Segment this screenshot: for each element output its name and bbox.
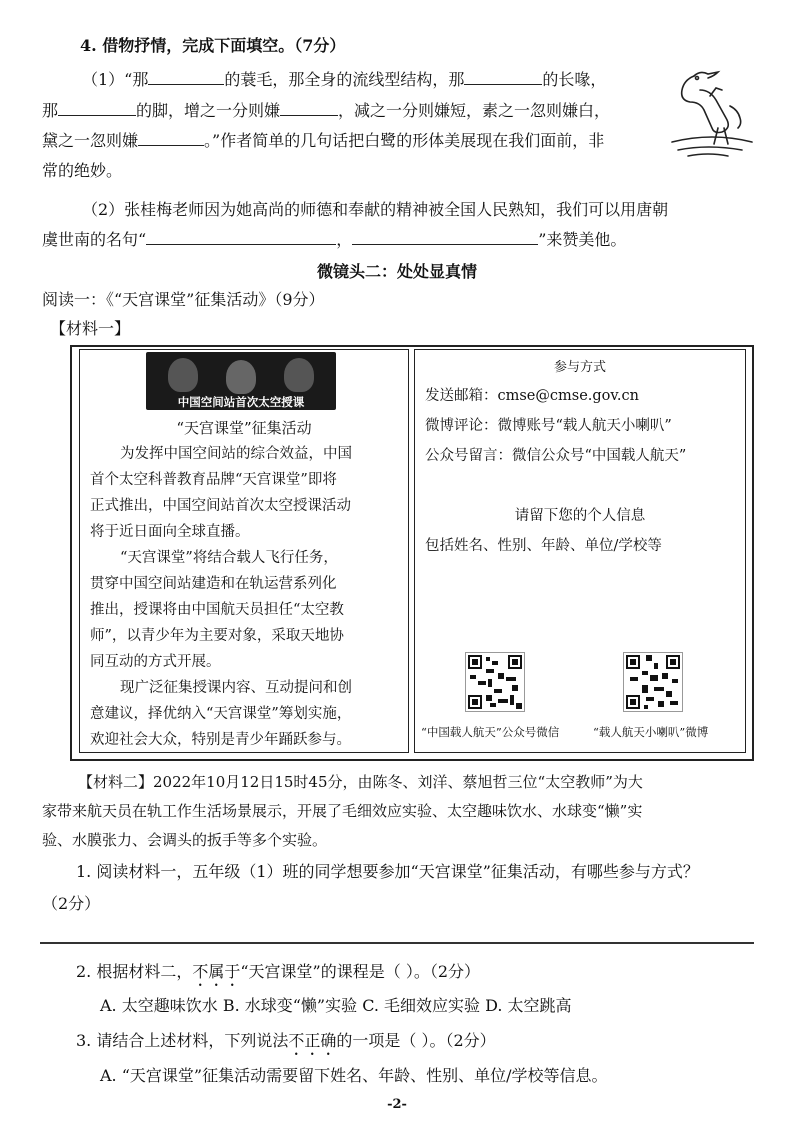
text: 的一项是（ ）。（2分） bbox=[336, 1031, 496, 1050]
q4-heading: 4. 借物抒情，完成下面填空。（7分） bbox=[80, 36, 346, 55]
banner-caption: 中国空间站首次太空授课 bbox=[177, 395, 305, 409]
blank-2[interactable] bbox=[464, 68, 542, 85]
q3-question bbox=[76, 1029, 496, 1059]
blank-6[interactable] bbox=[146, 228, 336, 245]
left-box-line: 同互动的方式开展。 bbox=[90, 654, 221, 670]
info-detail: 包括姓名、性别、年龄、单位/学校等 bbox=[425, 538, 662, 554]
text: 的蓑毛，那全身的流线型结构，那 bbox=[224, 70, 465, 89]
q4-p1-line4: 常的绝妙。 bbox=[42, 161, 123, 180]
left-box-line: 贯穿中国空间站建造和在轨运营系列化 bbox=[90, 576, 337, 592]
q4-p1-line3 bbox=[42, 129, 604, 153]
text: 的长喙， bbox=[542, 70, 607, 89]
left-box-title: “天宫课堂”征集活动 bbox=[176, 419, 312, 437]
banner-image bbox=[146, 352, 336, 410]
q1-line1: 1. 阅读材料一，五年级（1）班的同学想要参加“天宫课堂”征集活动，有哪些参与方式？ bbox=[76, 862, 699, 881]
right-box-title: 参与方式 bbox=[553, 360, 606, 375]
text: 的脚，增之一分则嫌 bbox=[136, 101, 281, 120]
text: 黛之一忽则嫌 bbox=[42, 131, 139, 150]
left-box-line: 首个太空科普教育品牌“天宫课堂”即将 bbox=[90, 472, 337, 488]
astronaut-face bbox=[226, 360, 256, 394]
qr1-caption: “中国载人航天”公众号微信 bbox=[421, 725, 560, 739]
wechat-line: 公众号留言：微信公众号“中国载人航天” bbox=[425, 448, 687, 464]
text: （1）“那 bbox=[82, 70, 149, 89]
material2-line3: 验、水膜张力、会调头的扳手等多个实验。 bbox=[42, 831, 328, 849]
blank-3[interactable] bbox=[58, 99, 136, 116]
q2-options[interactable]: A. 太空趣味饮水 B. 水球变“懒”实验 C. 毛细效应实验 D. 太空跳高 bbox=[100, 996, 572, 1015]
text: 虞世南的名句“ bbox=[42, 230, 147, 249]
text: 3. 请结合上述材料，下列说法 bbox=[76, 1031, 289, 1050]
left-box-line: 推出，授课将由中国航天员担任“太空教 bbox=[90, 602, 344, 618]
blank-4[interactable] bbox=[280, 99, 338, 116]
info-title: 请留下您的个人信息 bbox=[514, 508, 646, 524]
left-box-line: 意建议，择优纳入“天宫课堂”筹划实施， bbox=[90, 706, 352, 722]
material2-line2: 家带来航天员在轨工作生活场景展示，开展了毛细效应实验、太空趣味饮水、水球变“懒”实 bbox=[42, 802, 643, 820]
text: 那 bbox=[42, 101, 59, 120]
left-box-line: 现广泛征集授课内容、互动提问和创 bbox=[120, 680, 352, 696]
qr-code-wechat[interactable] bbox=[465, 652, 525, 712]
blank-1[interactable] bbox=[148, 68, 224, 85]
left-box-line: 将于近日面向全球直播。 bbox=[90, 524, 250, 540]
answer-line[interactable] bbox=[40, 942, 754, 944]
text: ，减之一分则嫌短，素之一忽则嫌白， bbox=[338, 101, 611, 120]
reading-title: 阅读一：《“天宫课堂”征集活动》（9分） bbox=[42, 290, 325, 309]
emphasis-text: 不属于 bbox=[192, 962, 241, 981]
q1-line2: （2分） bbox=[42, 894, 101, 913]
text: “天宫课堂”的课程是（ ）。（2分） bbox=[240, 962, 481, 981]
q4-p2-line2 bbox=[42, 228, 626, 252]
material1-label: 【材料一】 bbox=[50, 319, 131, 338]
egret-illustration bbox=[664, 66, 754, 158]
q4-p2-line1: （2）张桂梅老师因为她高尚的师德和奉献的精神被全国人民熟知，我们可以用唐朝 bbox=[82, 200, 669, 219]
astronaut-face bbox=[168, 358, 198, 392]
left-box-line: 欢迎社会大众，特别是青少年踊跃参与。 bbox=[90, 732, 351, 748]
left-box-line: 为发挥中国空间站的综合效益，中国 bbox=[120, 446, 352, 462]
emphasis-text: 不正确 bbox=[288, 1031, 337, 1050]
page-number: -2- bbox=[387, 1097, 407, 1112]
q4-p1-line1 bbox=[82, 68, 606, 92]
text: ， bbox=[336, 230, 353, 249]
left-box-line: 师”，以青少年为主要对象，采取天地协 bbox=[90, 628, 344, 644]
q3-option-a[interactable]: A. “天宫课堂”征集活动需要留下姓名、年龄、性别、单位/学校等信息。 bbox=[100, 1066, 608, 1085]
blank-5[interactable] bbox=[138, 129, 204, 146]
material1-right-box bbox=[414, 349, 746, 753]
material2-line1: 【材料二】2022年10月12日15时45分，由陈冬、刘洋、蔡旭哲三位“太空教师”为大 bbox=[78, 773, 643, 791]
section-title: 微镜头二：处处显真情 bbox=[316, 262, 477, 281]
text: 2. 根据材料二， bbox=[76, 962, 193, 981]
q4-p1-line2 bbox=[42, 99, 610, 123]
qr-code-weibo[interactable] bbox=[623, 652, 683, 712]
left-box-line: 正式推出，中国空间站首次太空授课活动 bbox=[90, 498, 351, 514]
weibo-line: 微博评论：微博账号“载人航天小喇叭” bbox=[425, 418, 672, 434]
left-box-line: “天宫课堂”将结合载人飞行任务， bbox=[120, 550, 338, 566]
q2-question bbox=[76, 960, 480, 990]
text: ”来赞美他。 bbox=[538, 230, 627, 249]
email-line: 发送邮箱：cmse@cmse.gov.cn bbox=[425, 388, 639, 404]
material1-left-box bbox=[79, 349, 409, 753]
text: 。”作者简单的几句话把白鹭的形体美展现在我们面前，非 bbox=[204, 131, 605, 150]
blank-7[interactable] bbox=[352, 228, 538, 245]
astronaut-face bbox=[284, 358, 314, 392]
qr2-caption: “载人航天小喇叭”微博 bbox=[593, 725, 709, 739]
